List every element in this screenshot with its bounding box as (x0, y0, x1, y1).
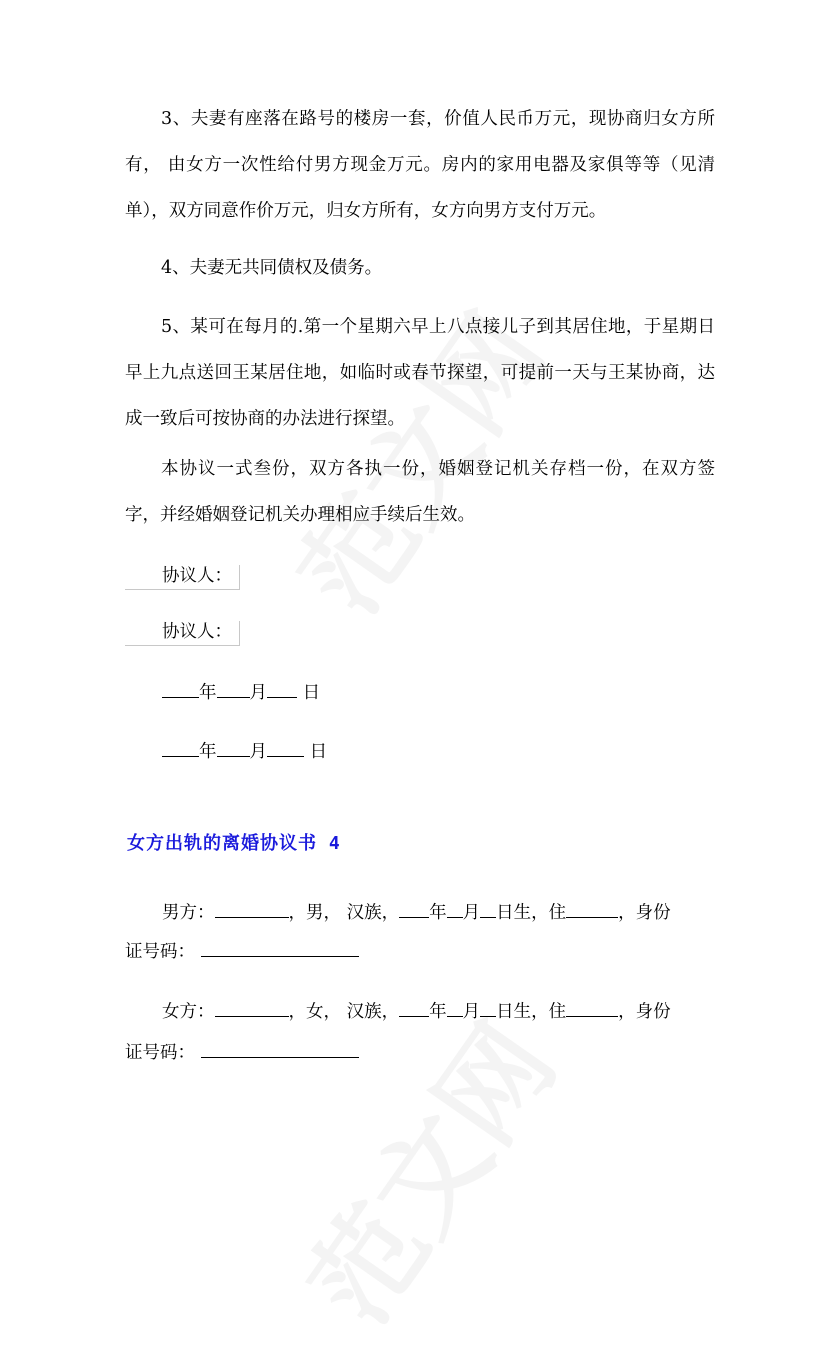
male-label: 男方： (162, 903, 215, 923)
section-heading: 女方出轨的离婚协议书 4 (127, 833, 341, 854)
male-id-line (125, 940, 359, 964)
female-id-line (125, 1041, 359, 1065)
year-label: 年 (429, 1002, 447, 1022)
date-line-1 (162, 681, 320, 705)
female-label: 女方： (162, 1002, 215, 1022)
day-label: 日 (309, 742, 328, 762)
clause-4: 4、夫妻无共同债权及债务。 (161, 258, 383, 278)
male-party-line (162, 901, 671, 925)
id-text: ，身份 (618, 903, 671, 923)
month-label: 月 (462, 903, 481, 923)
ethnicity-text: 汉族， (341, 903, 400, 923)
gender-text: ，女， (288, 1002, 341, 1022)
ethnicity-text: 汉族， (341, 1002, 400, 1022)
clause-5: 5、某可在每月的.第一个星期六早上八点接儿子到其居住地，于星期日早上九点送回王某居住地，如临时或春节探望，可提前一天与王某协商，达成一致后可按协商的办法进行探望。 (125, 317, 715, 429)
signature-field-2 (125, 621, 240, 646)
gender-text: ，男， (288, 903, 341, 923)
id-label: 证号码： (125, 942, 195, 962)
signatory-label: 协议人： (162, 622, 232, 642)
birth-residence-text: 日生，住 (496, 903, 567, 923)
year-label: 年 (199, 683, 217, 703)
month-label: 月 (249, 683, 267, 703)
female-party-line (162, 1000, 671, 1024)
signatory-label: 协议人： (162, 566, 232, 586)
id-text: ，身份 (618, 1002, 671, 1022)
birth-residence-text: 日生，住 (496, 1002, 567, 1022)
id-label: 证号码： (125, 1043, 195, 1063)
month-label: 月 (462, 1002, 481, 1022)
effective-clause: 本协议一式叁份，双方各执一份，婚姻登记机关存档一份，在双方签字，并经婚姻登记机关办理相应手续后生效。 (125, 459, 715, 525)
month-label: 月 (249, 742, 267, 762)
signature-field-1 (125, 565, 240, 590)
year-label: 年 (199, 742, 217, 762)
day-label: 日 (302, 683, 321, 703)
clause-3: 3、夫妻有座落在路号的楼房一套，价值人民币万元，现协商归女方所有， 由女方一次性给付男方现金万元。房内的家用电器及家俱等等（见清单），双方同意作价万元，归女方所有，女方向男方支付万元。 (125, 109, 715, 221)
date-line-2 (162, 740, 327, 764)
year-label: 年 (429, 903, 447, 923)
